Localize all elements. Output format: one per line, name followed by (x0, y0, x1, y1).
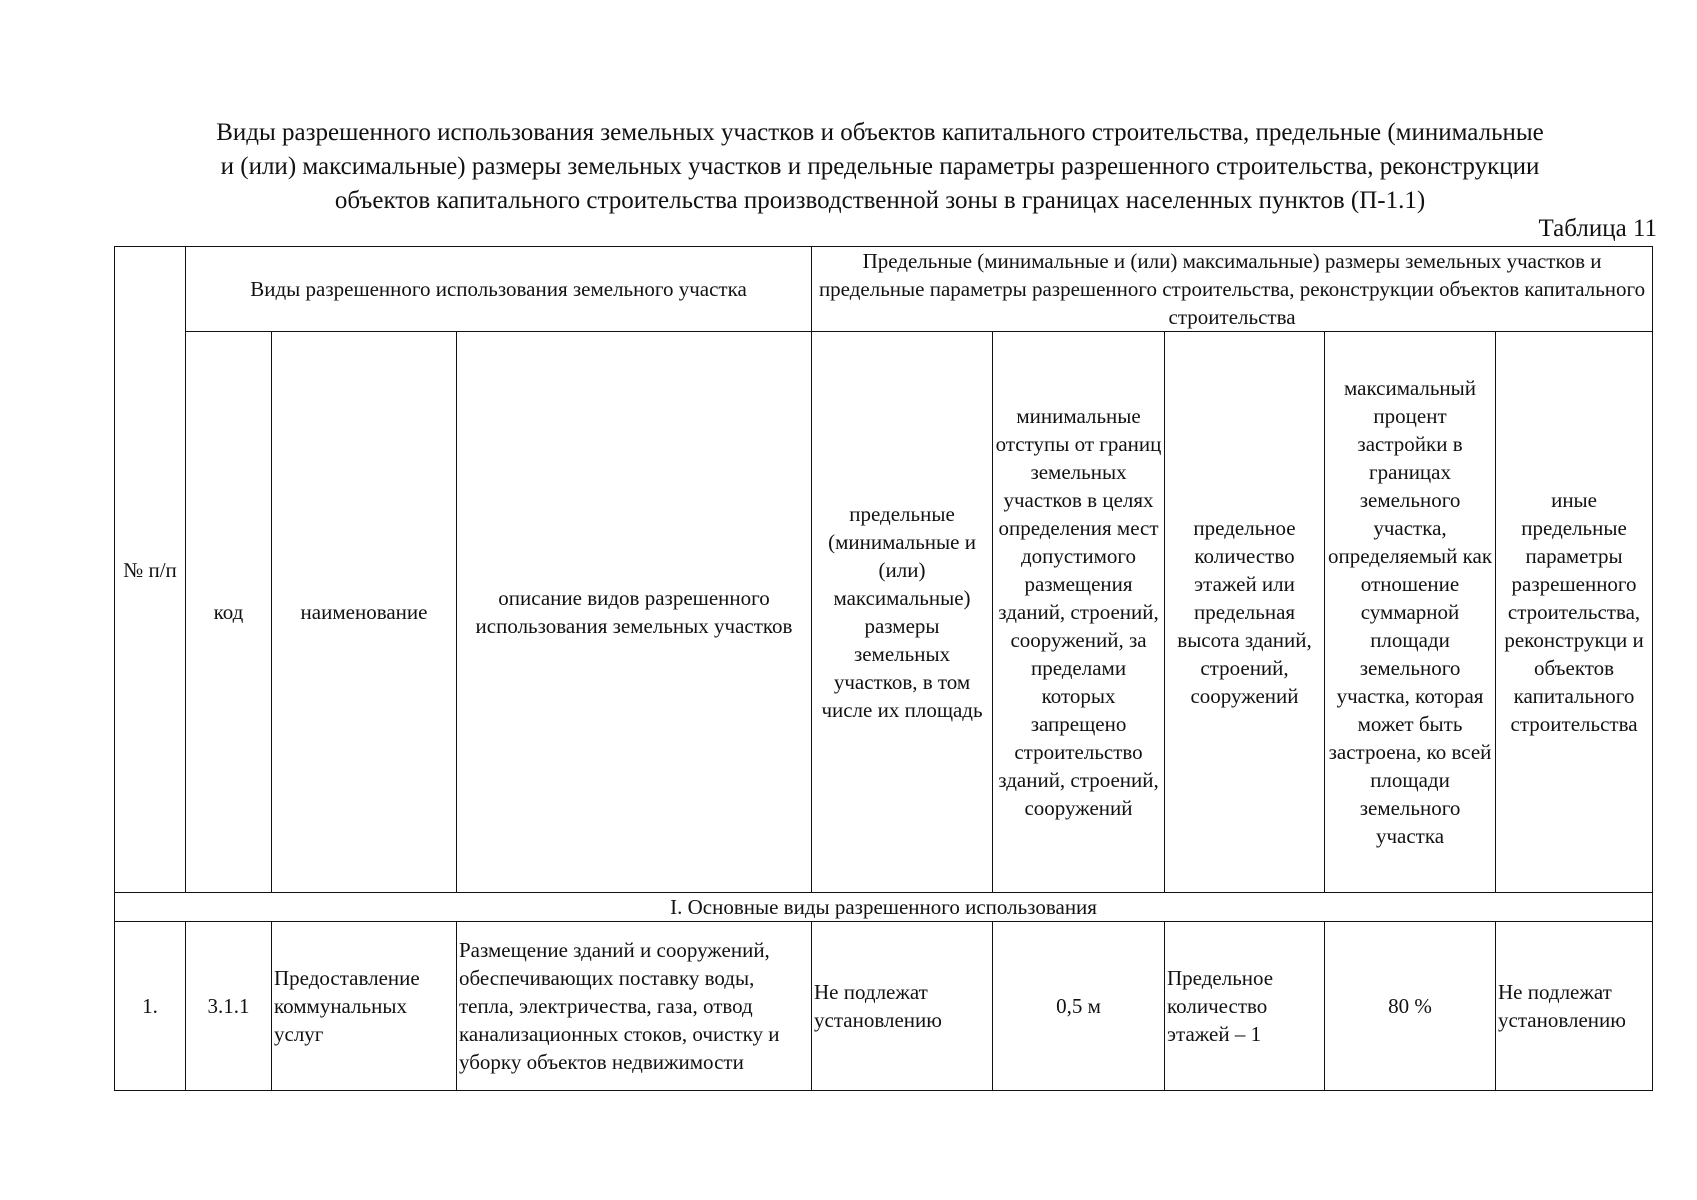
row-num: 1. (115, 922, 186, 1091)
row-code: 3.1.1 (186, 922, 272, 1091)
header-setbacks: минимальные отступы от границ земельных участков в целях определения мест допустимого размещения зданий, строений, сооружений, за пределами которых запрещено строительство зданий, строений, сооружений (993, 332, 1165, 893)
row-floors: Предельное количество этажей – 1 (1165, 922, 1325, 1091)
header-group-use: Виды разрешенного использования земельного участка (186, 247, 812, 332)
header-sizes: предельные (минимальные и (или) максимальные) размеры земельных участков, в том числе их площадь (812, 332, 993, 893)
header-floors: предельное количество этажей или предельная высота зданий, строений, сооружений (1165, 332, 1325, 893)
header-group-row (115, 247, 1653, 332)
row-setbacks: 0,5 м (993, 922, 1165, 1091)
title-line-2: и (или) максимальные) размеры земельных участков и предельные параметры разрешенного строительства, реконструкции (220, 153, 1540, 180)
header-name: наименование (272, 332, 457, 893)
title-line-1: Виды разрешенного использования земельных участков и объектов капитального строительства, предельные (минимальные (216, 119, 1544, 146)
row-coverage: 80 % (1325, 922, 1496, 1091)
header-num: № п/п (115, 247, 186, 893)
table-label: Таблица 11 (1538, 215, 1657, 242)
section-row (115, 893, 1653, 922)
header-other: иные предельные параметры разрешенного строительства, реконструкци и объектов капитального строительства (1496, 332, 1653, 893)
row-description: Размещение зданий и сооружений, обеспечивающих поставку воды, тепла, электричества, газа, отвод канализационных стоков, очистку и уборку объектов недвижимости (457, 922, 812, 1091)
row-other: Не подлежат установлению (1496, 922, 1653, 1091)
table-row (115, 922, 1653, 1091)
row-name: Предоставление коммунальных услуг (272, 922, 457, 1091)
title-line-3: объектов капитального строительства производственной зоны в границах населенных пунктов (П-1.1) (334, 187, 1426, 214)
header-group-params: Предельные (минимальные и (или) максимальные) размеры земельных участков и предельные параметры разрешенного строительства, реконструкции объектов капитального строительства (812, 247, 1653, 332)
zoning-table (114, 246, 1653, 1091)
document-title (100, 116, 1660, 218)
row-sizes: Не подлежат установлению (812, 922, 993, 1091)
header-description: описание видов разрешенного использования земельных участков (457, 332, 812, 893)
section-title: I. Основные виды разрешенного использования (115, 893, 1653, 922)
header-code: код (186, 332, 272, 893)
header-sub-row (115, 332, 1653, 893)
header-coverage: максимальный процент застройки в границах земельного участка, определяемый как отношение суммарной площади земельного участка, которая может быть застроена, ко всей площади земельного участка (1325, 332, 1496, 893)
